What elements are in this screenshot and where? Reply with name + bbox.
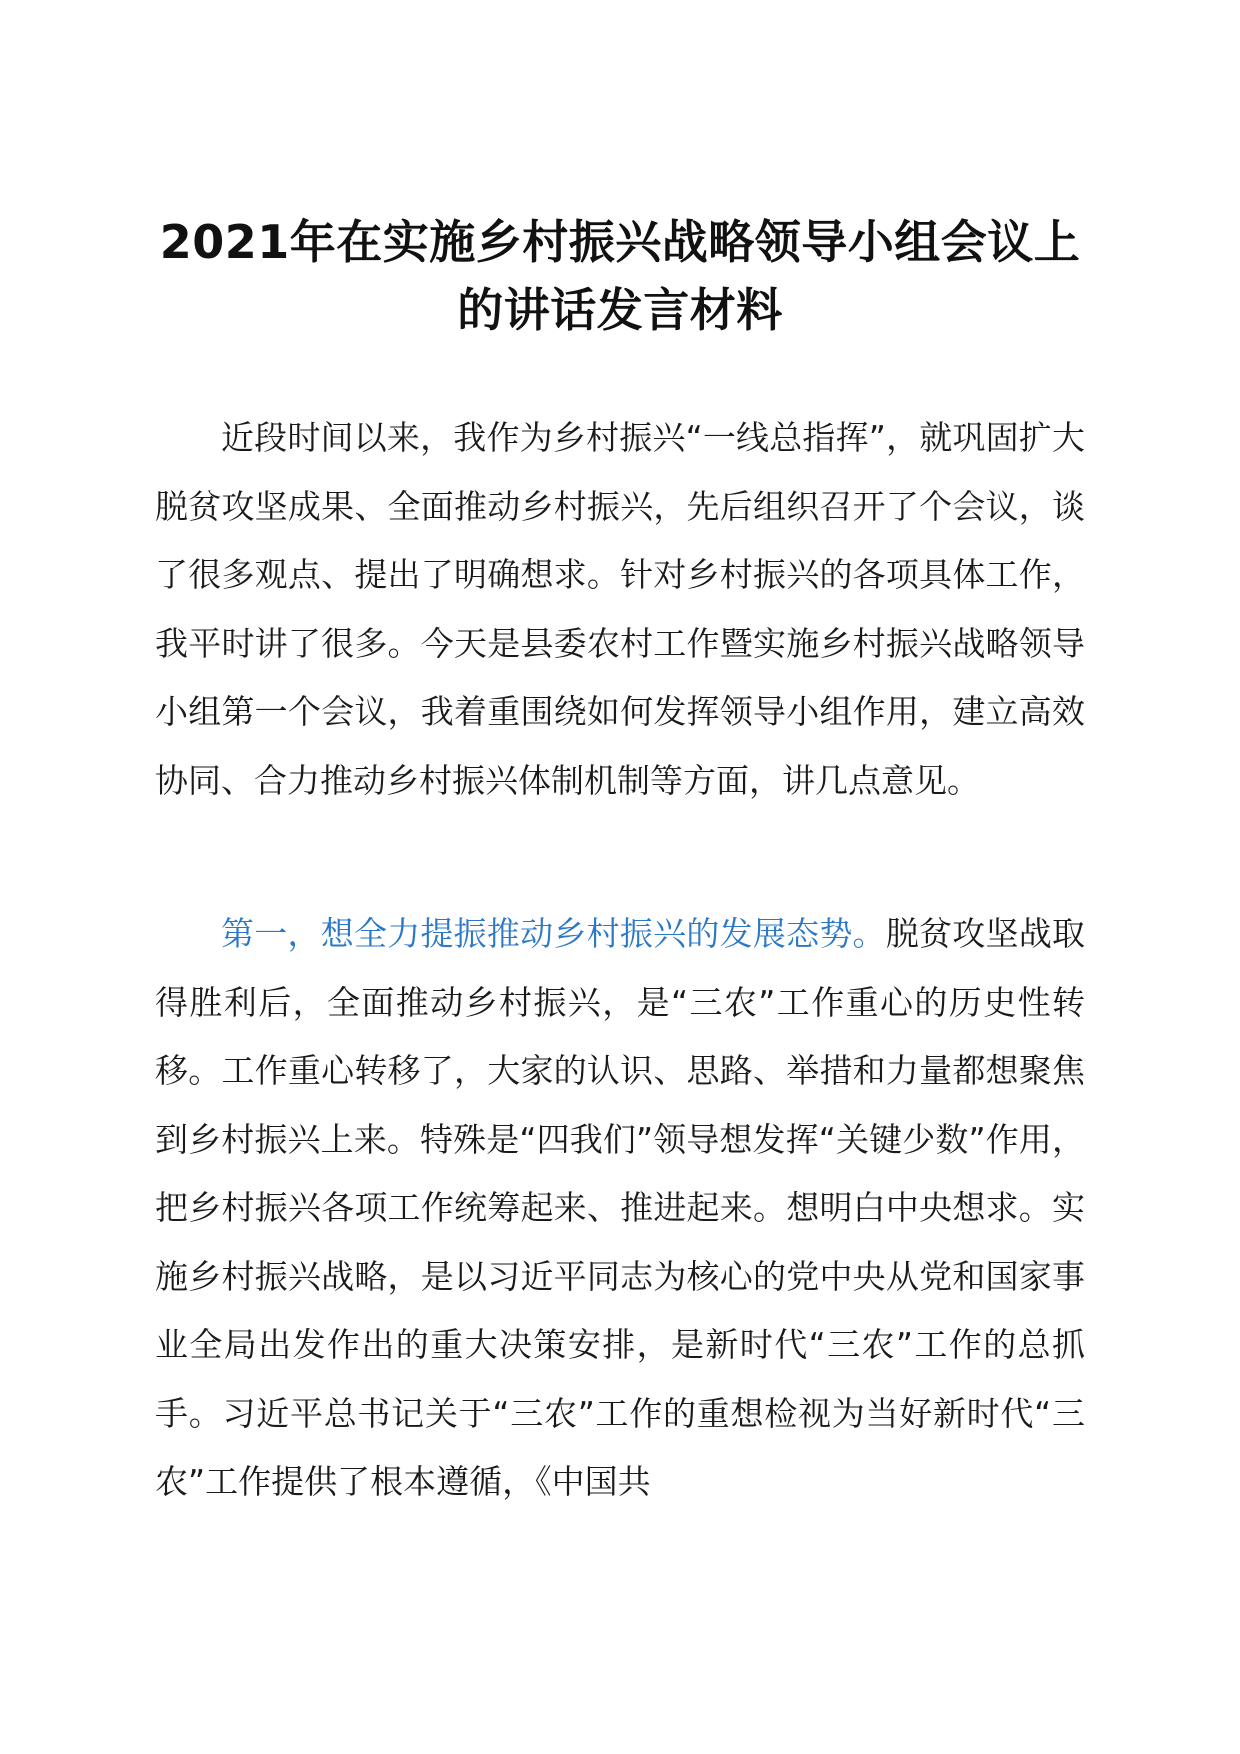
section-heading-first: 第一，想全力提振推动乡村振兴的发展态势。 xyxy=(221,914,886,953)
paragraph-first-point-text: 脱贫攻坚战取得胜利后，全面推动乡村振兴，是“三农”工作重心的历史性转移。工作重心转移了，大家的认识、思路、举措和力量都想聚焦到乡村振兴上来。特殊是“四我们”领导想发挥“关键少数”作用，把乡村振兴各项工作统筹起来、推进起来。想明白中央想求。实施乡村振兴战略，是以习近平同志为核心的党中央从党和国家事业全局出发作出的重大决策安排，是新时代“三农”工作的总抓手。习近平总书记关于“三农”工作的重想检视为当好新时代“三农”工作提供了根本遵循，《中国共 xyxy=(155,914,1086,1501)
paragraph-intro xyxy=(155,404,1085,815)
paragraph-intro-text: 近段时间以来，我作为乡村振兴“一线总指挥”，就巩固扩大脱贫攻坚成果、全面推动乡村振兴，先后组织召开了个会议，谈了很多观点、提出了明确想求。针对乡村振兴的各项具体工作，我平时讲了很多。今天是县委农村工作暨实施乡村振兴战略领导小组第一个会议，我着重围绕如何发挥领导小组作用，建立高效协同、合力推动乡村振兴体制机制等方面，讲几点意见。 xyxy=(155,418,1085,800)
document-title: 2021年在实施乡村振兴战略领导小组会议上的讲话发言材料 xyxy=(159,215,1081,337)
paragraph-first-point xyxy=(155,900,1085,1517)
